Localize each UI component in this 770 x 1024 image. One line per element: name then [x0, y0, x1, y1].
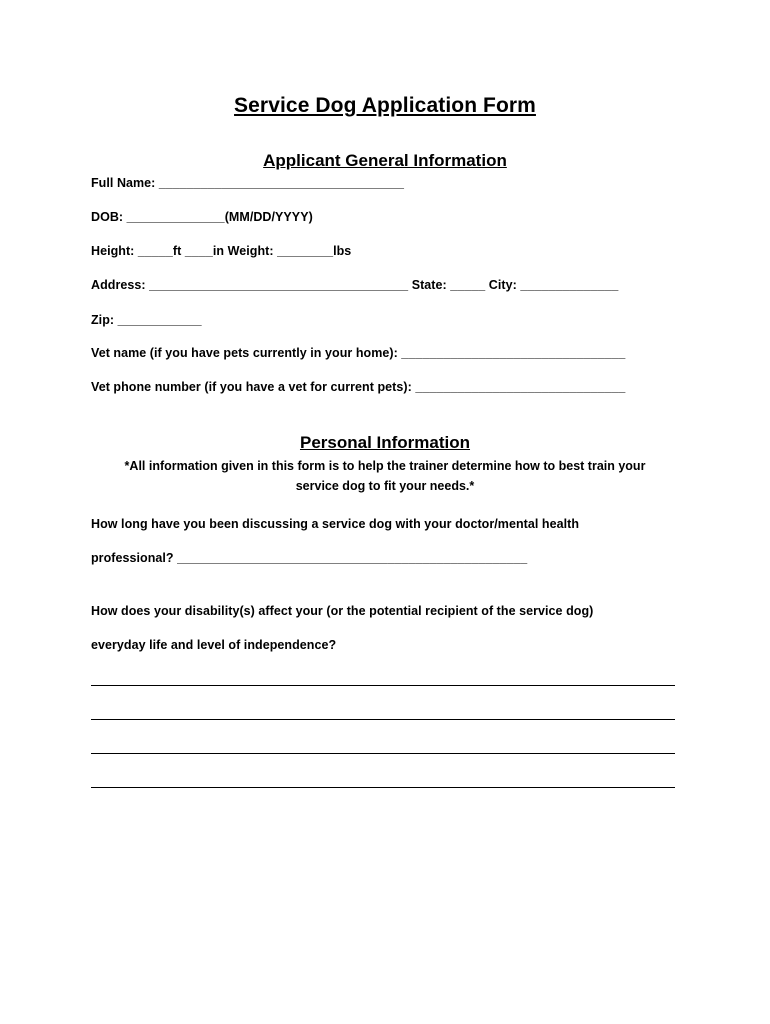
answer-line-2[interactable]	[91, 719, 675, 720]
height-weight-field[interactable]: Height: _____ft ____in Weight: ________lbs	[91, 244, 352, 258]
vet-phone-field[interactable]: Vet phone number (if you have a vet for current pets): ______________________________	[91, 380, 626, 394]
answer-line-1[interactable]	[91, 685, 675, 686]
question-2-line-2: everyday life and level of independence?	[91, 638, 337, 652]
dob-field[interactable]: DOB: ______________(MM/DD/YYYY)	[91, 210, 313, 224]
section-heading-personal: Personal Information	[299, 433, 471, 452]
answer-line-3[interactable]	[91, 753, 675, 754]
personal-note-line-1: *All information given in this form is to help the trainer determine how to best train your	[124, 459, 646, 473]
personal-note-line-2: service dog to fit your needs.*	[295, 479, 475, 493]
full-name-field[interactable]: Full Name: ___________________________________	[91, 176, 404, 190]
question-1-answer-field[interactable]: professional? __________________________________________________	[91, 551, 528, 565]
section-heading-general: Applicant General Information	[263, 151, 507, 170]
answer-line-4[interactable]	[91, 787, 675, 788]
form-title: Service Dog Application Form	[234, 94, 536, 117]
personal-note	[91, 456, 679, 496]
zip-field[interactable]: Zip: ____________	[91, 313, 202, 327]
question-2-line-1: How does your disability(s) affect your (or the potential recipient of the service dog)	[91, 604, 594, 618]
vet-name-field[interactable]: Vet name (if you have pets currently in your home): ________________________________	[91, 346, 626, 360]
question-1-line-1: How long have you been discussing a service dog with your doctor/mental health	[91, 517, 580, 531]
address-field[interactable]: Address: _____________________________________ State: _____ City: ______________	[91, 278, 619, 292]
